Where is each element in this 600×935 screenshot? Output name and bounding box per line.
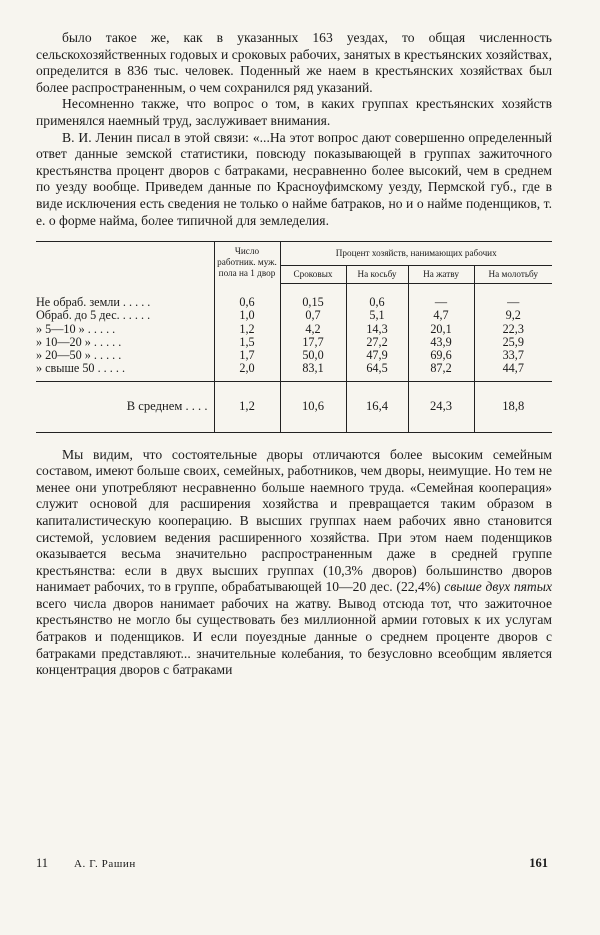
page-footer [36, 856, 548, 871]
row-label: Не обраб. земли . . . . . [36, 294, 151, 309]
row-label: » 20—50 » . . . . . [36, 347, 122, 362]
header-workers: Число работник. муж. пола на 1 двор [214, 242, 280, 284]
cell-mowing: 14,3 [346, 323, 408, 336]
cell-workers: 1,5 [214, 336, 280, 349]
cell-threshing: 33,7 [474, 349, 552, 362]
cell-term: 0,7 [280, 309, 346, 322]
cell-harvest: 87,2 [408, 362, 474, 382]
cell-harvest: 20,1 [408, 323, 474, 336]
cell-workers: 1,2 [214, 382, 280, 432]
cell-harvest: 43,9 [408, 336, 474, 349]
statistics-table [36, 241, 552, 432]
cell-term: 50,0 [280, 349, 346, 362]
table-row [36, 336, 552, 349]
row-label: Обраб. до 5 дес. . . . . . [36, 308, 151, 323]
footer-author: А. Г. Рашин [74, 858, 136, 870]
header-category [36, 242, 214, 284]
row-label: » 10—20 » . . . . . [36, 334, 122, 349]
paragraph-4-part-1: Мы видим, что состоятельные дворы отличаются более высоким семейным составом, имеют больше своих, семейных, работников, чем дворы, неимущие. Но тем не менее они употребляют несравненно больше наемного труда. «Семейная кооперация» служит основой для расширения хозяйства и превращается таким образом в капиталистическую кооперацию. В высших группах наем рабочих явно становится системой, условием ведения расширенного хозяйства. При этом наем поденщиков оказывается весьма значительно распространенным даже в средней группе крестьянства: если в двух высших группах (10,3% дворов) большинство дворов нанимает рабочих, то в группе, обрабатывающей 10—20 дес. (22,4%) [36, 446, 552, 595]
cell-mowing: 0,6 [346, 284, 408, 310]
table-row [36, 284, 552, 310]
cell-term: 4,2 [280, 323, 346, 336]
cell-term: 83,1 [280, 362, 346, 382]
table-row-average [36, 382, 552, 432]
table-row [36, 309, 552, 322]
cell-workers: 2,0 [214, 362, 280, 382]
cell-harvest: — [408, 284, 474, 310]
table-row [36, 323, 552, 336]
header-threshing: На молотьбу [474, 266, 552, 284]
statistics-table-wrap [36, 241, 552, 432]
cell-harvest: 4,7 [408, 309, 474, 322]
cell-workers: 1,0 [214, 309, 280, 322]
paragraph-4-part-2: всего числа дворов нанимает рабочих на жатву. Вывод отсюда тот, что зажиточное крестьянство не могло бы существовать без миллионной армии готовых к их услугам батраков и поденщиков. И если поуездные данные о среднем проценте дворов с батраками представляют... значительные колебания, то безусловно всеобщим является концентрация дворов с батраками [36, 595, 552, 678]
paragraph-4 [36, 447, 552, 679]
row-label-average: В среднем . . . . [36, 382, 214, 432]
paragraph-2: Несомненно также, что вопрос о том, в каких группах крестьянских хозяйств применялся наемный труд, заслуживает внимания. [36, 96, 552, 128]
header-harvest: На жатву [408, 266, 474, 284]
cell-threshing: 44,7 [474, 362, 552, 382]
printer-signature: 11 [36, 856, 49, 870]
header-mowing: На косьбу [346, 266, 408, 284]
cell-threshing: 25,9 [474, 336, 552, 349]
page-number: 161 [529, 856, 548, 870]
cell-threshing: 18,8 [474, 382, 552, 432]
paragraph-3-lenin-quote: В. И. Ленин писал в этой связи: «...На этот вопрос дают совершенно определенный ответ данные земской статистики, повсюду показывающей в группах зажиточного крестьянства процент дворов с батраками, несравненно более высокий, чем в среднем по уезду вообще. Приведем данные по Красноуфимскому уезду, Пермской губ., где в виде исключения есть сведения не только о найме батраков, но и о найме поденщиков, т. е. о форме найма, более типичной для земледелия. [36, 129, 552, 228]
cell-mowing: 5,1 [346, 309, 408, 322]
table-row [36, 362, 552, 382]
cell-term: 10,6 [280, 382, 346, 432]
cell-workers: 1,2 [214, 323, 280, 336]
paragraph-1: было такое же, как в указанных 163 уездах, то общая численность сельскохозяйственных годовых и сроковых рабочих, занятых в крестьянских хозяйствах, определится в 836 тыс. человек. Поденный же наем в крестьянских хозяйствах был более распространенным, о чем сохранился ряд указаний. [36, 30, 552, 95]
cell-mowing: 16,4 [346, 382, 408, 432]
header-percent-group: Процент хозяйств, нанимающих рабочих [280, 242, 552, 266]
cell-threshing: 22,3 [474, 323, 552, 336]
cell-mowing: 64,5 [346, 362, 408, 382]
cell-term: 17,7 [280, 336, 346, 349]
header-term: Сроковых [280, 266, 346, 284]
paragraph-4-emphasis: свыше двух пятых [444, 579, 552, 595]
cell-mowing: 27,2 [346, 336, 408, 349]
cell-term: 0,15 [280, 284, 346, 310]
cell-threshing: — [474, 284, 552, 310]
cell-harvest: 24,3 [408, 382, 474, 432]
cell-workers: 0,6 [214, 284, 280, 310]
row-label: » 5—10 » . . . . . [36, 321, 116, 336]
row-label: » свыше 50 . . . . . [36, 361, 125, 376]
cell-harvest: 69,6 [408, 349, 474, 362]
cell-threshing: 9,2 [474, 309, 552, 322]
cell-workers: 1,7 [214, 349, 280, 362]
cell-mowing: 47,9 [346, 349, 408, 362]
